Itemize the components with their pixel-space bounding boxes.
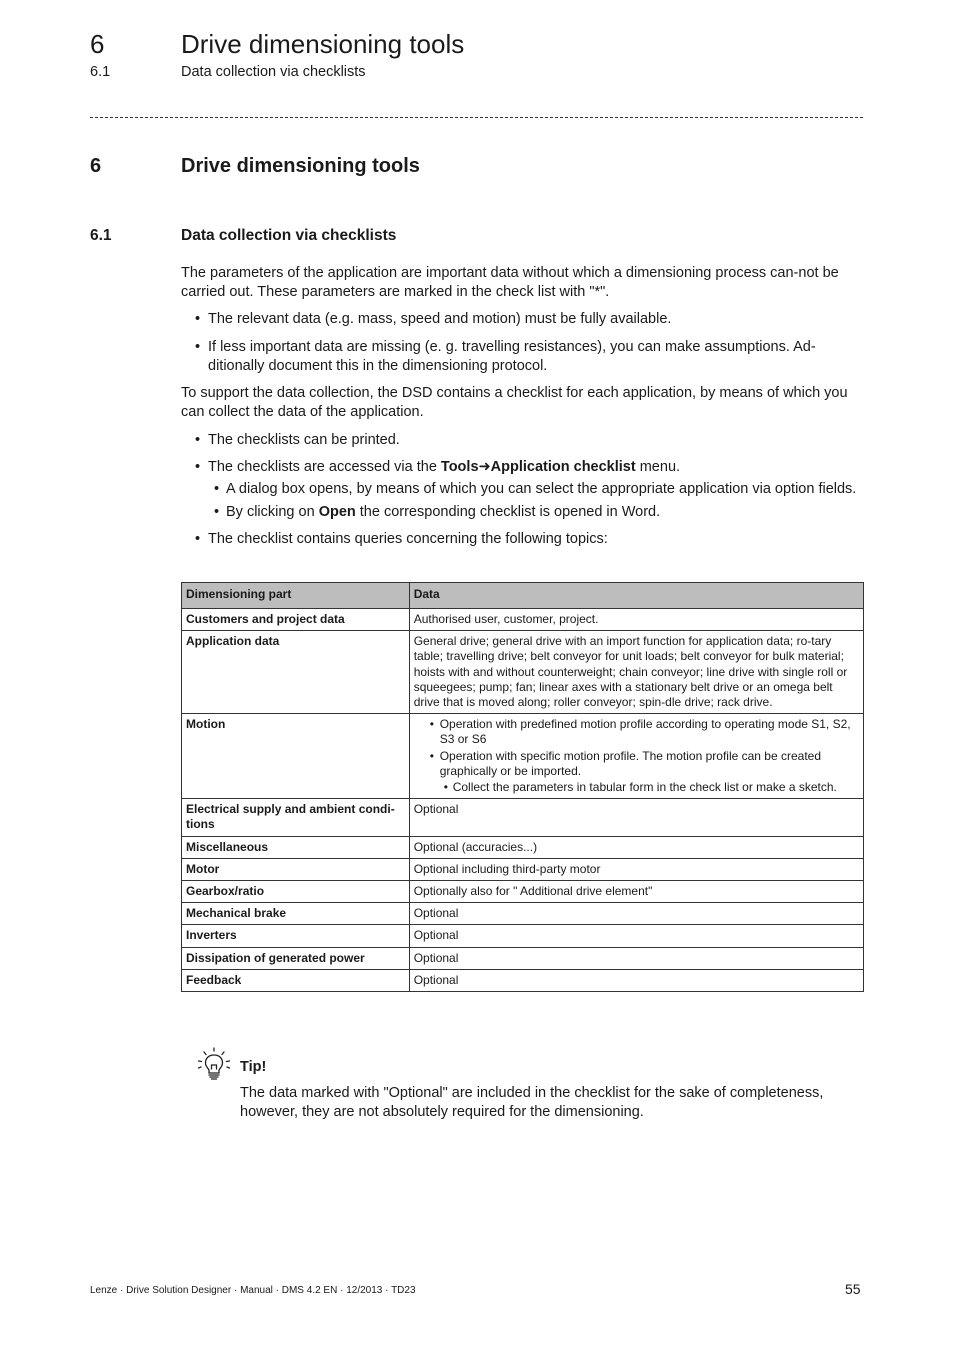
table-cell-part: Miscellaneous xyxy=(182,836,410,858)
table-cell-data: Optional xyxy=(409,969,863,991)
table-cell-part: Motion xyxy=(182,714,410,799)
bullet-item: • The relevant data (e.g. mass, speed and motion) must be fully available. xyxy=(181,310,865,329)
table-row xyxy=(182,947,864,969)
table-row xyxy=(182,925,864,947)
table-cell-part: Mechanical brake xyxy=(182,903,410,925)
table-row xyxy=(182,903,864,925)
table-row xyxy=(182,799,864,836)
table-row xyxy=(182,714,864,799)
table-row xyxy=(182,858,864,880)
header-section-title: Data collection via checklists xyxy=(181,64,366,80)
table-header-row xyxy=(182,583,864,609)
column-header: Data xyxy=(409,583,863,609)
menu-path: Tools➜Application checklist xyxy=(440,459,636,475)
table-cell-part: Motor xyxy=(182,858,410,880)
table-cell-data: Optional xyxy=(409,903,863,925)
table-row xyxy=(182,881,864,903)
table-cell-part: Feedback xyxy=(182,969,410,991)
heading1-title: Drive dimensioning tools xyxy=(181,155,420,177)
intro-paragraph: The parameters of the application are important data without which a dimensioning process can-not be carried out. These parameters are marked in the check list with "*". xyxy=(181,265,839,300)
heading2-title: Data collection via checklists xyxy=(181,227,397,244)
tip-text: The data marked with "Optional" are included in the checklist for the sake of completeness, however, they are not absolutely required for the dimensioning. xyxy=(240,1085,824,1120)
table-cell-data: Optional including third-party motor xyxy=(409,858,863,880)
support-paragraph: To support the data collection, the DSD contains a checklist for each application, by means of which you can collect the data of the application. xyxy=(181,385,848,420)
table-cell-data: General drive; general drive with an import function for application data; ro-tary table; travelling drive; belt conveyor for unit loads; belt conveyor for bulk material; hoists with and without counterweight; chain conveyor; line drive with single roll or squeegees; pump; fan; linear axes with a stationary belt drive or an omega belt drive that is moved along; roller conveyor; spin-dle drive; rack drive. xyxy=(409,631,863,714)
table-cell-data: Optional xyxy=(409,799,863,836)
heading1-number: 6 xyxy=(90,155,102,177)
topics-table xyxy=(181,582,864,992)
heading2-number: 6.1 xyxy=(90,227,112,244)
bullet-item: • The checklist contains queries concerning the following topics: xyxy=(181,530,865,549)
open-text-pre: By clicking on xyxy=(226,504,319,520)
bullet-item: • The checklists can be printed. xyxy=(181,431,865,450)
sub-bullet-item-open xyxy=(181,503,865,522)
table-cell-part: Gearbox/ratio xyxy=(182,881,410,903)
table-cell-data: Optional (accuracies...) xyxy=(409,836,863,858)
page-footer: Lenze · Drive Solution Designer · Manual · DMS 4.2 EN · 12/2013 · TD23 xyxy=(90,1285,416,1296)
motion-sub-bullet: • Collect the parameters in tabular form in the check list or make a sketch. xyxy=(422,780,859,795)
header-chapter-title: Drive dimensioning tools xyxy=(181,29,465,59)
table-cell-part: Customers and project data xyxy=(182,609,410,631)
open-label: Open xyxy=(318,504,356,520)
body-text xyxy=(181,264,865,549)
open-text-post: the corresponding checklist is opened in Word. xyxy=(355,504,661,520)
menu-text-pre: The checklists are accessed via the xyxy=(208,459,441,475)
table-cell-data: Optional xyxy=(409,947,863,969)
bullet-item-menu xyxy=(181,458,865,477)
table-cell-data: Authorised user, customer, project. xyxy=(409,609,863,631)
tip-label: Tip! xyxy=(240,1059,267,1075)
table-row xyxy=(182,969,864,991)
table-cell-data: Optional xyxy=(409,925,863,947)
sub-bullet-item: • A dialog box opens, by means of which you can select the appropriate application via option fields. xyxy=(181,480,865,499)
lightbulb-icon xyxy=(196,1047,232,1083)
table-row xyxy=(182,631,864,714)
table-cell-part: Electrical supply and ambient condi-tions xyxy=(182,799,410,836)
motion-bullet: • Operation with specific motion profile. The motion profile can be created graphically or be imported. xyxy=(422,749,859,779)
table-cell-data: Optionally also for " Additional drive element" xyxy=(409,881,863,903)
header-section-number: 6.1 xyxy=(90,64,111,80)
page-number: 55 xyxy=(845,1281,861,1297)
bullet-item: • If less important data are missing (e. g. travelling resistances), you can make assumptions. Ad-ditionally document this in the dimensioning protocol. xyxy=(181,338,865,376)
header-divider xyxy=(90,117,863,118)
header-chapter-number: 6 xyxy=(90,29,105,59)
table-row xyxy=(182,609,864,631)
table-cell-part: Inverters xyxy=(182,925,410,947)
column-header: Dimensioning part xyxy=(182,583,410,609)
table-row xyxy=(182,836,864,858)
table-cell-part: Dissipation of generated power xyxy=(182,947,410,969)
table-cell-part: Application data xyxy=(182,631,410,714)
motion-bullet: • Operation with predefined motion profile according to operating mode S1, S2, S3 or S6 xyxy=(422,717,859,747)
menu-text-post: menu. xyxy=(635,459,681,475)
table-cell-data xyxy=(409,714,863,799)
